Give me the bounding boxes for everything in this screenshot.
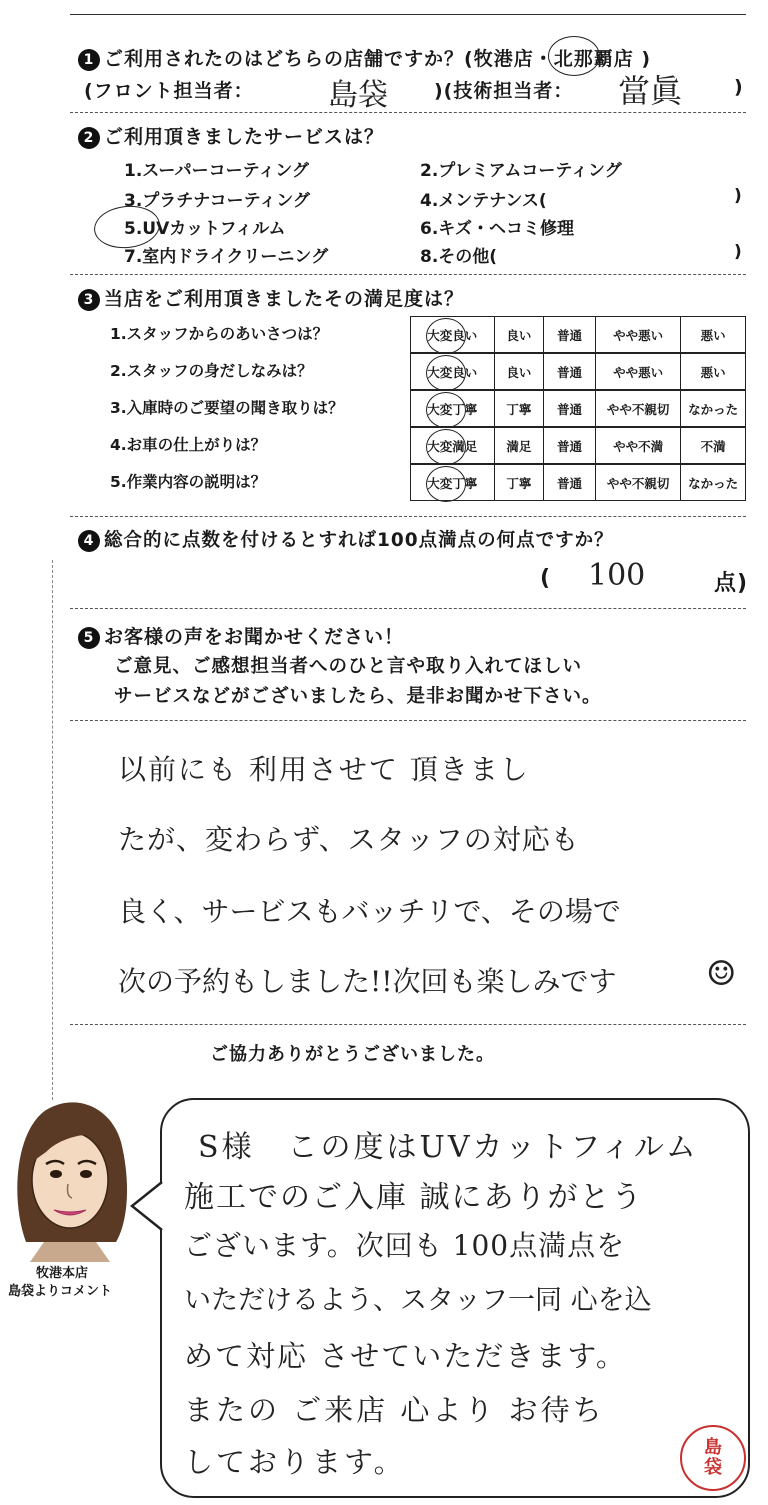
edge-line bbox=[52, 560, 53, 1100]
rating-option: やや不親切 bbox=[596, 391, 681, 426]
q1-question: ご利用されたのはどちらの店舗ですか？( bbox=[104, 48, 474, 70]
rating-option-selected: 大変良い bbox=[411, 317, 495, 352]
rating-option: 普通 bbox=[544, 391, 596, 426]
q5-line bbox=[78, 622, 404, 649]
staff-reply-line: 施工でのご入庫 誠にありがとう bbox=[184, 1180, 644, 1215]
q1-tech-name: 當眞 bbox=[618, 72, 683, 110]
q1-tech-label: )(技術担当者： bbox=[434, 80, 574, 102]
q1-close: ) bbox=[641, 48, 652, 70]
q2-question: ご利用頂きましたサービスは？ bbox=[104, 126, 385, 148]
name-seal-stamp bbox=[680, 1425, 746, 1491]
satisfaction-question: 4.お車の仕上がりは？ bbox=[110, 436, 267, 454]
selection-circle bbox=[426, 466, 466, 502]
staff-comment-label: 島袋よりコメント bbox=[8, 1284, 113, 1299]
rating-option: 不満 bbox=[700, 438, 726, 454]
staff-reply-line: ございます。次回も 100点満点を bbox=[184, 1229, 626, 1262]
selection-circle bbox=[426, 429, 466, 465]
service-option-selected: 5.UVカットフィルム bbox=[124, 219, 286, 239]
rating-option: 普通 bbox=[544, 465, 596, 500]
q1-front-label: (フロント担当者： bbox=[84, 80, 254, 102]
rating-option: なかった bbox=[688, 401, 739, 417]
rating-option-selected: 大変満足 bbox=[411, 428, 495, 463]
staff-reply-line: S様 この度はUVカットフィルム bbox=[198, 1130, 699, 1165]
rating-option: 普通 bbox=[544, 428, 596, 463]
selection-circle bbox=[426, 392, 466, 428]
rating-option: やや不満 bbox=[596, 428, 681, 463]
staff-avatar bbox=[6, 1092, 134, 1262]
divider bbox=[70, 516, 746, 517]
rating-option: 満足 bbox=[495, 428, 545, 463]
rating-option: やや悪い bbox=[596, 354, 681, 389]
rating-option-selected: 大変良い bbox=[411, 354, 495, 389]
top-rule bbox=[70, 14, 746, 15]
q4-question: 総合的に点数を付けるとすれば100点満点の何点ですか？ bbox=[104, 530, 614, 551]
customer-comment-line: たが、変わらず、スタッフの対応も bbox=[118, 823, 580, 856]
stamp-char: 島 bbox=[704, 1437, 722, 1458]
divider bbox=[70, 112, 746, 113]
q4-open: ( bbox=[540, 566, 552, 591]
q1-store-makiminato: 牧港店 bbox=[473, 48, 534, 70]
thanks-message: ご協力ありがとうございました。 bbox=[210, 1044, 495, 1065]
staff-reply-line: めて対応 させていただきます。 bbox=[184, 1339, 627, 1373]
satisfaction-question: 5.作業内容の説明は？ bbox=[110, 473, 267, 491]
divider bbox=[70, 608, 746, 609]
service-option: 6.キズ・ヘコミ修理 bbox=[420, 219, 574, 239]
rating-option: 良い bbox=[495, 354, 545, 389]
rating-option-selected: 大変丁寧 bbox=[411, 391, 495, 426]
q1-number: 1 bbox=[78, 49, 100, 71]
selection-circle bbox=[426, 318, 466, 354]
q4-line bbox=[78, 526, 614, 552]
staff-reply-line: いただけるよう、スタッフ一同 心を込 bbox=[184, 1285, 652, 1316]
service-option: 1.スーパーコーティング bbox=[124, 161, 309, 181]
selection-circle bbox=[548, 36, 600, 76]
rating-option: 丁寧 bbox=[495, 465, 545, 500]
q1-store-kitanaha: 北那覇店 bbox=[553, 48, 634, 70]
q3-line bbox=[78, 284, 464, 311]
paren-close: ) bbox=[734, 186, 742, 206]
service-option: 2.プレミアムコーティング bbox=[420, 161, 622, 181]
bubble-tail bbox=[130, 1180, 166, 1232]
rating-option-selected: 大変丁寧 bbox=[411, 465, 495, 500]
rating-option: 悪い bbox=[700, 364, 726, 380]
q4-score: 100 bbox=[588, 558, 646, 593]
staff-reply-line: しております。 bbox=[184, 1445, 406, 1479]
q5-question: お客様の声をお聞かせください！ bbox=[104, 626, 405, 648]
q4-number: 4 bbox=[78, 530, 100, 552]
staff-store: 牧港本店 bbox=[36, 1266, 89, 1281]
satisfaction-question: 3.入庫時のご要望の聞き取りは？ bbox=[110, 399, 344, 417]
q3-number: 3 bbox=[78, 289, 100, 311]
rating-option: 普通 bbox=[544, 354, 596, 389]
rating-option: なかった bbox=[688, 475, 739, 491]
satisfaction-question: 2.スタッフの身だしなみは？ bbox=[110, 362, 313, 380]
rating-option: やや悪い bbox=[596, 317, 681, 352]
service-option: 4.メンテナンス( bbox=[420, 191, 547, 211]
divider bbox=[70, 720, 746, 721]
customer-comment-line: 以前にも 利用させて 頂きまし bbox=[118, 753, 530, 786]
q3-question: 当店をご利用頂きましたその満足度は？ bbox=[104, 288, 465, 310]
rating-option: 良い bbox=[495, 317, 545, 352]
rating-option: やや不親切 bbox=[596, 465, 681, 500]
divider bbox=[70, 1024, 746, 1025]
paren-close: ) bbox=[734, 242, 742, 262]
q1-separator: ・ bbox=[533, 48, 554, 70]
satisfaction-question: 1.スタッフからのあいさつは？ bbox=[110, 325, 329, 343]
smiley-icon: ☺ bbox=[706, 954, 737, 994]
customer-comment-line: 良く、サービスもバッチリで、その場で bbox=[118, 895, 621, 928]
selection-circle bbox=[426, 355, 466, 391]
q4-unit: 点) bbox=[714, 571, 749, 596]
q1-front-name: 島袋 bbox=[328, 78, 388, 113]
q5-number: 5 bbox=[78, 627, 100, 649]
service-option: 7.室内ドライクリーニング bbox=[124, 247, 329, 267]
q5-subtext: ご意見、ご感想担当者へのひと言や取り入れてほしい bbox=[114, 656, 583, 677]
rating-option: 丁寧 bbox=[495, 391, 545, 426]
service-option: 8.その他( bbox=[420, 247, 498, 267]
q5-subtext: サービスなどがございましたら、是非お聞かせ下さい。 bbox=[114, 686, 602, 707]
q2-number: 2 bbox=[78, 127, 100, 149]
rating-option: 普通 bbox=[544, 317, 596, 352]
stamp-char: 袋 bbox=[704, 1457, 722, 1478]
q2-line bbox=[78, 122, 384, 149]
divider bbox=[70, 274, 746, 275]
customer-comment-line: 次の予約もしました!!次回も楽しみです bbox=[118, 965, 617, 998]
q1-tech-close: ) bbox=[734, 76, 744, 98]
rating-option: 悪い bbox=[700, 327, 726, 343]
service-option: 3.プラチナコーティング bbox=[124, 191, 310, 211]
staff-reply-line: またの ご来店 心より お待ち bbox=[184, 1393, 605, 1427]
